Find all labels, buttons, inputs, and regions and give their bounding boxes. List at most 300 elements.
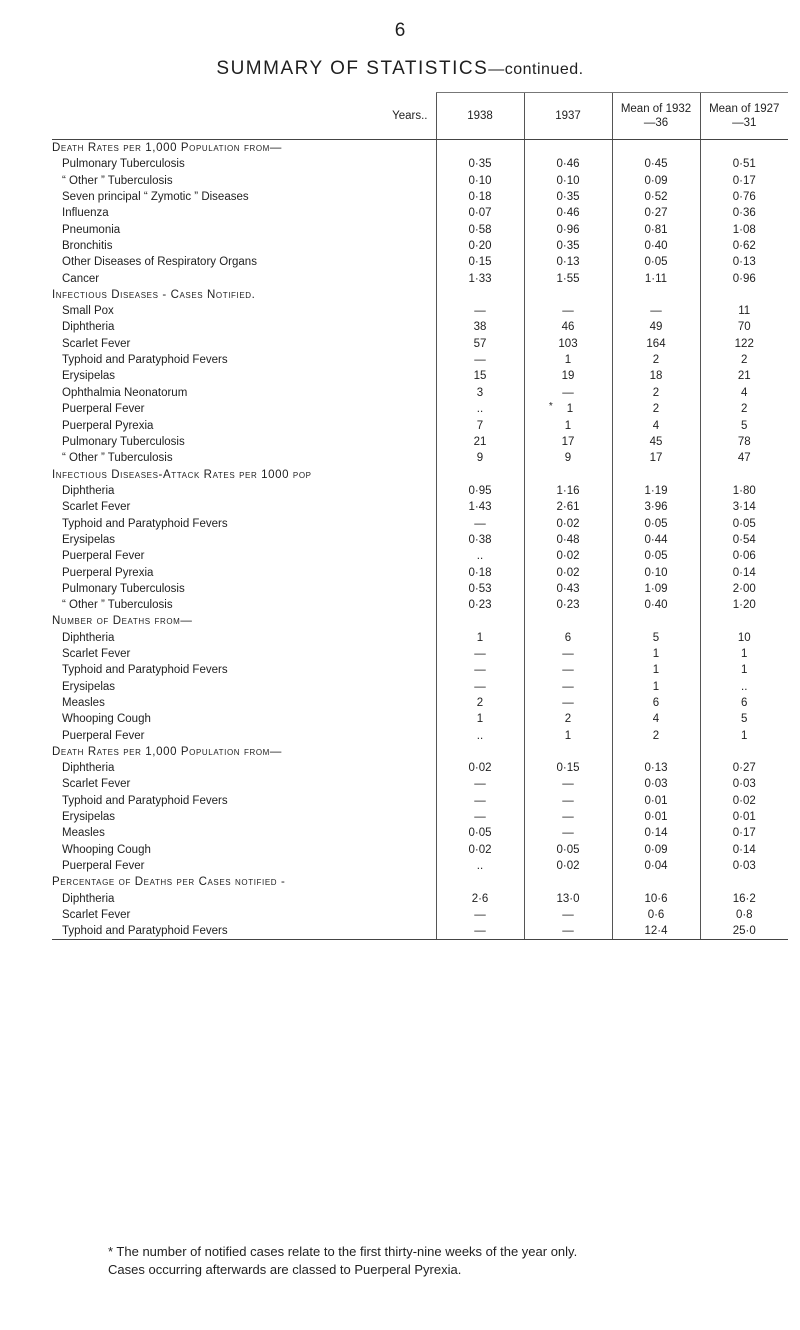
- value-cell: [612, 352, 700, 368]
- row-label-text: Puerperal Pyrexia: [62, 419, 154, 432]
- value-text: 19: [561, 370, 575, 383]
- value-cell: [436, 793, 524, 809]
- page-title: [0, 58, 800, 80]
- table-row: [52, 858, 788, 874]
- value-cell: [612, 173, 700, 189]
- value-text: 0·02: [556, 566, 580, 579]
- row-label-text: “ Other ” Tuberculosis: [62, 174, 173, 187]
- value-text: 103: [558, 337, 578, 350]
- value-cell: [524, 841, 612, 857]
- value-cell: [436, 401, 524, 418]
- empty-cell: [436, 613, 524, 629]
- table-body: [52, 140, 788, 940]
- empty-cell: [700, 140, 788, 157]
- value-text: —: [562, 794, 574, 807]
- row-label-text: Pulmonary Tuberculosis: [62, 436, 185, 449]
- value-text: 0·48: [556, 533, 580, 546]
- value-cell: [700, 418, 788, 434]
- empty-cell: [436, 467, 524, 483]
- value-cell: [700, 156, 788, 172]
- value-cell: [612, 825, 700, 841]
- value-text: —: [562, 778, 574, 791]
- row-label-text: Scarlet Fever: [62, 648, 131, 661]
- value-text: 0·76: [732, 191, 756, 204]
- value-text: 0·03: [732, 778, 756, 791]
- table-row: [52, 564, 788, 580]
- value-cell: [436, 270, 524, 286]
- value-text: 0·96: [732, 272, 756, 285]
- value-text: —: [474, 354, 486, 366]
- value-cell: [436, 483, 524, 499]
- value-cell: [436, 890, 524, 906]
- value-cell: [700, 254, 788, 270]
- value-cell: [700, 679, 788, 695]
- row-label: [52, 516, 436, 532]
- value-cell: [612, 809, 700, 825]
- table-row: [52, 711, 788, 727]
- value-text: 0·43: [556, 582, 580, 595]
- value-text: —: [562, 696, 574, 709]
- table-row: [52, 793, 788, 809]
- row-label: [52, 238, 436, 254]
- value-text: 21: [473, 436, 487, 449]
- value-text: 0·8: [735, 908, 753, 921]
- value-text: 9: [476, 452, 484, 465]
- value-text: 0·18: [468, 191, 492, 204]
- row-label: [52, 418, 436, 434]
- row-label-text: Cancer: [62, 272, 100, 285]
- value-text: 0·13: [556, 256, 580, 269]
- value-text: 2·61: [556, 501, 580, 514]
- row-label: [52, 548, 436, 564]
- value-cell: [612, 597, 700, 613]
- value-text: 1: [476, 713, 484, 726]
- value-cell: [612, 499, 700, 515]
- section-header-row: [52, 613, 788, 629]
- value-cell: [612, 303, 700, 319]
- row-label: [52, 532, 436, 548]
- row-label-text: Scarlet Fever: [62, 337, 131, 350]
- value-cell: [524, 336, 612, 352]
- row-label: [52, 303, 436, 319]
- table-row: [52, 760, 788, 776]
- value-cell: [612, 450, 700, 466]
- value-cell: [612, 319, 700, 335]
- value-cell: [524, 173, 612, 189]
- value-cell: [436, 923, 524, 940]
- value-cell: [612, 548, 700, 564]
- value-cell: [524, 907, 612, 923]
- header-1938: 1938: [436, 93, 524, 140]
- value-text: 0·05: [468, 827, 492, 840]
- empty-cell: [524, 874, 612, 890]
- header-1937: 1937: [524, 93, 612, 140]
- table-row: [52, 221, 788, 237]
- value-text: —: [474, 648, 486, 661]
- value-text: 13·0: [556, 892, 580, 905]
- section-title: [52, 874, 436, 890]
- value-cell: [524, 858, 612, 874]
- value-cell: [700, 319, 788, 335]
- row-label: [52, 923, 436, 940]
- value-text: 3·96: [644, 501, 668, 514]
- row-label-text: Puerperal Fever: [62, 729, 145, 742]
- empty-cell: [612, 744, 700, 760]
- value-text: 3·14: [732, 501, 756, 514]
- value-cell: [700, 695, 788, 711]
- value-cell: [436, 368, 524, 384]
- value-text: 0·09: [644, 174, 668, 187]
- table-header-row: [52, 93, 788, 140]
- table-row: [52, 679, 788, 695]
- value-cell: [524, 450, 612, 466]
- value-cell: [524, 270, 612, 286]
- row-label: [52, 907, 436, 923]
- row-label-text: Typhoid and Paratyphoid Fevers: [62, 794, 228, 807]
- value-cell: [700, 548, 788, 564]
- value-text: 1: [564, 419, 572, 432]
- value-text: 0·52: [644, 191, 668, 204]
- table-row: [52, 205, 788, 221]
- value-cell: [436, 450, 524, 466]
- row-label-text: Whooping Cough: [62, 713, 151, 726]
- value-cell: [612, 418, 700, 434]
- value-cell: [700, 890, 788, 906]
- value-cell: [436, 532, 524, 548]
- value-text: 0·05: [644, 256, 668, 269]
- value-text: 18: [649, 370, 663, 383]
- value-text: 0·13: [644, 762, 668, 775]
- value-cell: [524, 434, 612, 450]
- value-cell: [436, 434, 524, 450]
- value-text: —: [474, 908, 486, 921]
- value-cell: [612, 695, 700, 711]
- value-text: 0·14: [732, 566, 756, 579]
- value-text: 0·95: [468, 485, 492, 498]
- section-header-row: [52, 744, 788, 760]
- value-text: 2: [652, 354, 660, 366]
- value-text: —: [562, 908, 574, 921]
- value-cell: [612, 776, 700, 792]
- value-cell: [524, 499, 612, 515]
- table-row: [52, 597, 788, 613]
- row-label-text: Typhoid and Paratyphoid Fevers: [62, 517, 228, 530]
- value-text: 0·03: [732, 859, 756, 872]
- value-cell: [700, 532, 788, 548]
- row-label: [52, 858, 436, 874]
- value-text: 0·10: [468, 174, 492, 187]
- row-label: [52, 727, 436, 743]
- value-text: —: [562, 925, 574, 938]
- value-cell: [436, 581, 524, 597]
- value-text: 0·44: [644, 533, 668, 546]
- row-label-text: Typhoid and Paratyphoid Fevers: [62, 664, 228, 677]
- row-label: [52, 825, 436, 841]
- value-cell: [612, 270, 700, 286]
- value-cell: [700, 825, 788, 841]
- value-cell: [436, 336, 524, 352]
- value-text: 17: [561, 436, 575, 449]
- value-cell: [612, 384, 700, 400]
- value-text: 0·01: [732, 811, 756, 824]
- row-label-text: Erysipelas: [62, 811, 116, 824]
- value-text: 0·09: [644, 843, 668, 856]
- value-cell: [436, 352, 524, 368]
- value-cell: [436, 646, 524, 662]
- row-label: [52, 352, 436, 368]
- row-label-text: Ophthalmia Neonatorum: [62, 386, 188, 399]
- value-text: 25·0: [732, 925, 756, 938]
- value-cell: [612, 532, 700, 548]
- value-cell: [436, 776, 524, 792]
- row-label: [52, 776, 436, 792]
- value-cell: [700, 516, 788, 532]
- value-cell: [436, 189, 524, 205]
- value-text: 0·17: [732, 827, 756, 840]
- section-header-row: [52, 874, 788, 890]
- empty-cell: [436, 140, 524, 157]
- row-label: [52, 368, 436, 384]
- value-text: —: [562, 827, 574, 840]
- value-cell: [436, 238, 524, 254]
- footnote-line-2: Cases occurring afterwards are classed to Puerperal Pyrexia.: [108, 1262, 462, 1277]
- value-text: 1·11: [644, 272, 668, 285]
- value-text: 0·05: [556, 843, 580, 856]
- value-text: 0·23: [468, 599, 492, 612]
- empty-cell: [436, 287, 524, 303]
- value-text: 0·06: [732, 550, 756, 563]
- value-cell: [700, 727, 788, 743]
- value-cell: [612, 434, 700, 450]
- value-text: 2: [741, 403, 748, 416]
- title-suffix: —continued.: [488, 61, 584, 78]
- value-cell: [612, 205, 700, 221]
- value-cell: [436, 418, 524, 434]
- value-cell: [700, 923, 788, 940]
- value-cell: [524, 189, 612, 205]
- value-cell: [700, 776, 788, 792]
- value-cell: [436, 548, 524, 564]
- row-label-text: Scarlet Fever: [62, 908, 131, 921]
- empty-cell: [524, 744, 612, 760]
- value-text: ..: [476, 729, 484, 742]
- table-row: [52, 890, 788, 906]
- value-text: 1: [564, 354, 572, 366]
- value-cell: [436, 319, 524, 335]
- value-text: —: [474, 664, 486, 677]
- value-cell: [436, 760, 524, 776]
- value-cell: [612, 368, 700, 384]
- value-cell: [700, 270, 788, 286]
- value-cell: [524, 548, 612, 564]
- value-text: 1·43: [468, 501, 492, 514]
- section-title-text: Death Rates per 1,000 Population from—: [52, 142, 283, 155]
- value-text: 1: [476, 631, 484, 644]
- empty-cell: [524, 613, 612, 629]
- value-text: 2: [652, 386, 660, 399]
- table-row: [52, 483, 788, 499]
- value-cell: [436, 630, 524, 646]
- row-label-text: Whooping Cough: [62, 843, 151, 856]
- row-label: [52, 156, 436, 172]
- value-text: 0·02: [468, 843, 492, 856]
- row-label: [52, 221, 436, 237]
- section-title: [52, 744, 436, 760]
- value-cell: [524, 581, 612, 597]
- value-text: 9: [564, 452, 572, 465]
- value-text: 0·01: [644, 811, 668, 824]
- value-cell: [524, 352, 612, 368]
- value-cell: [524, 303, 612, 319]
- value-text: 2: [741, 354, 748, 366]
- value-text: ..: [741, 680, 748, 693]
- value-cell: [524, 727, 612, 743]
- row-label-text: Pneumonia: [62, 223, 121, 236]
- section-title: [52, 467, 436, 483]
- empty-cell: [612, 140, 700, 157]
- value-text: 1·16: [556, 485, 580, 498]
- value-cell: [524, 630, 612, 646]
- value-text: —: [562, 664, 574, 677]
- value-cell: [612, 238, 700, 254]
- table-row: [52, 173, 788, 189]
- table-row: [52, 418, 788, 434]
- row-label-text: Diphtheria: [62, 485, 115, 498]
- section-title: [52, 140, 436, 157]
- value-text: 0·36: [732, 207, 756, 220]
- section-header-row: [52, 287, 788, 303]
- section-title-text: Infectious Diseases - Cases Notified.: [52, 288, 256, 301]
- table-row: [52, 499, 788, 515]
- value-cell: [612, 401, 700, 418]
- statistics-table: [52, 92, 788, 940]
- empty-cell: [524, 287, 612, 303]
- value-cell: [700, 711, 788, 727]
- value-text: 1: [741, 648, 748, 661]
- row-label-text: Diphtheria: [62, 892, 115, 905]
- row-label-text: Puerperal Pyrexia: [62, 566, 154, 579]
- empty-cell: [612, 874, 700, 890]
- row-label: [52, 662, 436, 678]
- statistics-table-wrapper: [52, 92, 788, 940]
- value-cell: [436, 727, 524, 743]
- row-label-text: Pulmonary Tuberculosis: [62, 582, 185, 595]
- value-cell: [612, 581, 700, 597]
- row-label-text: Scarlet Fever: [62, 778, 131, 791]
- row-label: [52, 597, 436, 613]
- value-cell: [436, 858, 524, 874]
- value-text: 0·15: [556, 762, 580, 775]
- value-text: 7: [476, 419, 484, 432]
- value-cell: [436, 597, 524, 613]
- empty-cell: [612, 613, 700, 629]
- empty-cell: [700, 613, 788, 629]
- value-text: 5: [741, 419, 748, 432]
- value-text: 0·38: [468, 533, 492, 546]
- value-text: —: [562, 648, 574, 661]
- value-text: ..: [476, 550, 484, 563]
- value-text: 0·10: [644, 566, 668, 579]
- section-title: [52, 287, 436, 303]
- row-label: [52, 205, 436, 221]
- table-row: [52, 238, 788, 254]
- value-cell: [612, 727, 700, 743]
- value-text: 5: [652, 631, 660, 644]
- table-row: [52, 630, 788, 646]
- value-text: 0·46: [556, 158, 580, 171]
- value-cell: [436, 564, 524, 580]
- value-text: 12·4: [644, 925, 668, 938]
- row-label-text: Puerperal Fever: [62, 859, 145, 872]
- value-cell: [524, 384, 612, 400]
- value-text: 10·6: [644, 892, 668, 905]
- value-text: 0·40: [644, 599, 668, 612]
- value-cell: [700, 303, 788, 319]
- row-label-text: Typhoid and Paratyphoid Fevers: [62, 354, 228, 366]
- value-cell: [700, 597, 788, 613]
- value-cell: [524, 254, 612, 270]
- value-text: 0·03: [644, 778, 668, 791]
- value-cell: [524, 401, 612, 418]
- value-cell: [524, 205, 612, 221]
- row-label: [52, 270, 436, 286]
- value-cell: [436, 156, 524, 172]
- section-header-row: [52, 467, 788, 483]
- footnote-line-1: * The number of notified cases relate to the first thirty-nine weeks of the year only.: [108, 1244, 578, 1259]
- row-label-text: Diphtheria: [62, 762, 115, 775]
- table-row: [52, 319, 788, 335]
- value-text: 0·51: [732, 158, 756, 171]
- value-text: 0·20: [468, 239, 492, 252]
- value-text: 5: [741, 713, 748, 726]
- value-cell: [524, 319, 612, 335]
- value-cell: [524, 646, 612, 662]
- value-text: 6: [564, 631, 572, 644]
- value-text: 0·46: [556, 207, 580, 220]
- value-cell: [700, 221, 788, 237]
- value-text: 164: [646, 337, 666, 350]
- empty-cell: [700, 874, 788, 890]
- value-text: 1·20: [732, 599, 756, 612]
- value-text: 0·04: [644, 859, 668, 872]
- value-cell: [700, 581, 788, 597]
- value-text: 1: [741, 729, 748, 742]
- value-cell: [612, 841, 700, 857]
- value-text: 17: [649, 452, 663, 465]
- value-text: 0·40: [644, 239, 668, 252]
- value-text: 45: [649, 436, 663, 449]
- value-cell: [524, 516, 612, 532]
- value-cell: [436, 303, 524, 319]
- value-text: 0·01: [644, 794, 668, 807]
- row-label: [52, 173, 436, 189]
- value-text: 0·54: [732, 533, 756, 546]
- value-cell: [700, 858, 788, 874]
- table-row: [52, 907, 788, 923]
- table-row: [52, 368, 788, 384]
- value-cell: [612, 516, 700, 532]
- table-row: [52, 662, 788, 678]
- value-text: 1·33: [468, 272, 492, 285]
- value-text: 122: [734, 337, 754, 350]
- row-label-text: Erysipelas: [62, 370, 116, 383]
- value-text: —: [562, 305, 574, 318]
- value-text: 4: [741, 386, 748, 399]
- years-header: Years..: [52, 93, 436, 140]
- value-text: 4: [652, 419, 660, 432]
- value-cell: [700, 841, 788, 857]
- value-cell: [612, 793, 700, 809]
